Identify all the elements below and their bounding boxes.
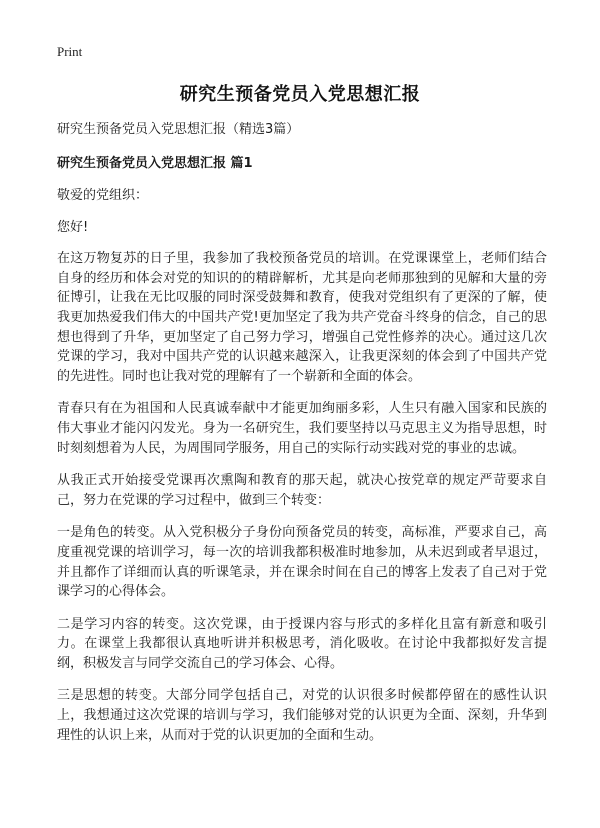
paragraph-4: 一是角色的转变。从入党积极分子身份向预备党员的转变，高标准，严要求自己，高度重视党课的培训学习，每一次的培训我都积极准时地参加，从未迟到或者早退过，并且都作了详细而认真的听课笔录，并在课余时间在自己的博客上发表了自己对于党课学习的心得体会。: [57, 525, 547, 600]
document-title: 研究生预备党员入党思想汇报: [179, 84, 421, 105]
paragraph-6: 三是思想的转变。大部分同学包括自己，对党的认识很多时候都停留在的感性认识上，我想通过这次党课的培训与学习，我们能够对党的认识更为全面、深刻，升华到理性的认识上来，从而对于党的认识更加的全面和生动。: [57, 688, 547, 743]
paragraph-5: 二是学习内容的转变。这次党课，由于授课内容与形式的多样化且富有新意和吸引力。在课堂上我都很认真地听讲并积极思考，消化吸收。在讨论中我都拟好发言提纲，积极发言与同学交流自己的学习体会、心得。: [57, 616, 547, 671]
paragraph-1: 在这万物复苏的日子里，我参加了我校预备党员的培训。在党课课堂上，老师们结合自身的经历和体会对党的知识的的精辟解析，尤其是向老师那独到的见解和大量的旁征博引，让我在无比叹服的同时深受鼓舞和教育，使我对党组织有了更深的了解，使我更加热爱我们伟大的中国共产党!更加坚定了我为共产党奋斗终身的信念，自己的思想也得到了升华，更加坚定了自己努力学习，增强自己党性修养的决心。通过这几次党课的学习，我对中国共产党的认识越来越深入，让我更深刻的体会到了中国共产党的先进性。同时也让我对党的理解有了一个崭新和全面的体会。: [57, 251, 547, 384]
paragraph-3: 从我正式开始接受党课再次熏陶和教育的那天起，就决心按党章的规定严苛要求自己，努力在党课的学习过程中，做到三个转变：: [57, 473, 547, 508]
document-body: [57, 120, 547, 758]
salutation: 敬爱的党组织：: [57, 188, 149, 203]
print-label: Print: [57, 44, 83, 59]
section-heading: 研究生预备党员入党思想汇报 篇1: [57, 156, 253, 171]
document-subtitle: 研究生预备党员入党思想汇报（精选3篇）: [57, 122, 300, 137]
greeting: 您好!: [57, 219, 89, 235]
paragraph-2: 青春只有在为祖国和人民真诚奉献中才能更加绚丽多彩，人生只有融入国家和民族的伟大事业才能闪闪发光。身为一名研究生，我们要坚持以马克思主义为指导思想，时时刻刻想着为人民，为周围同学服务，用自己的实际行动实践对党的事业的忠诚。: [57, 401, 547, 456]
